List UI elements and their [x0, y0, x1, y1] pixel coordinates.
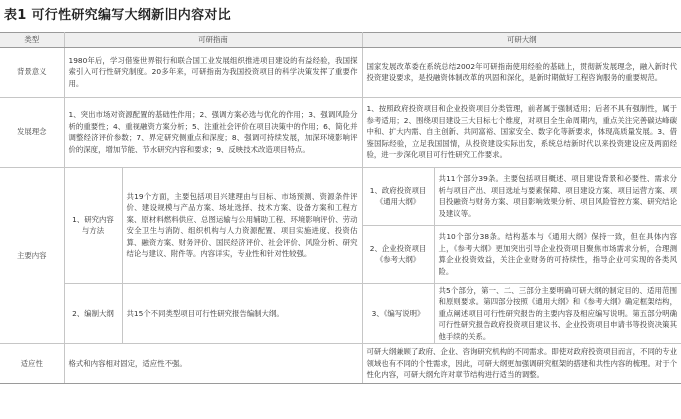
row-type-background: 背景意义 — [0, 47, 64, 97]
table-row — [0, 47, 681, 97]
outline-sub-note-label: 3、《编写说明》 — [362, 283, 434, 344]
comparison-table — [0, 32, 681, 384]
outline-sub-gov: 共11个部分39条。主要包括项目概述、项目建设背景和必要性、需求分析与项目产出、项目选址与要素保障、项目建设方案、项目运营方案、项目投融资与财务方案、项目影响效果分析、项目风险管控方案、研究结论及建议等。 — [434, 167, 681, 225]
guide-background: 1980年后，学习借鉴世界银行和联合国工业发展组织推进项目建设的有益经验，我国探索引入可行性研究制度。20多年来，可研指南为我国投资项目的科学决策发挥了重要作用。 — [64, 47, 362, 97]
guide-concept: 1、突出市场对资源配置的基础性作用；2、强调方案必选与优化的作用；3、强调风险分析的重要性；4、重视融资方案分析；5、注重社会评价在项目决策中的作用；6、简化并调整经济评价参数；7、界定研究侧重点和深度；8、强调可持续发展，加深环境影响评价的深度，增加节能、节水研究内容和要求；9、反映技术改造项目特点。 — [64, 97, 362, 167]
outline-fit: 可研大纲兼顾了政府、企业、咨询研究机构的不同需求。即使对政府投资项目而言，不同的专业领域也有不同的个性需求，因此，可研大纲更加强调研究框架的搭建和共性内容的梳理。对于个性化内容，可研大纲允许对章节结构进行适当的调整。 — [362, 344, 681, 384]
table-row — [0, 167, 681, 225]
header-row — [0, 33, 681, 48]
outline-sub-ent: 共10个部分38条。结构基本与《通用大纲》保持一致，但在具体内容上，《参考大纲》更加突出引导企业投资项目聚焦市场需求分析，合理测算企业投资效益，关注企业财务的可持续性，指导企业可实现的各类风险。 — [434, 225, 681, 283]
header-guide: 可研指南 — [64, 33, 362, 48]
row-type-main: 主要内容 — [0, 167, 64, 344]
table-row — [0, 97, 681, 167]
row-type-fit: 适应性 — [0, 344, 64, 384]
table-title: 表1 可行性研究编写大纲新旧内容对比 — [4, 8, 231, 23]
row-type-concept: 发展理念 — [0, 97, 64, 167]
outline-sub-ent-label: 2、企业投资项目《参考大纲》 — [362, 225, 434, 283]
outline-background: 国家发展改革委在系统总结2002年可研指南使用经验的基础上，贯彻新发展理念，融入新时代投资建设要求，是投融资体制改革的巩固和深化，是新时期做好工程咨询服务的重要规范。 — [362, 47, 681, 97]
guide-sub-method: 共19个方面，主要包括项目兴建理由与目标、市场预测、资源条件评价、建设规模与产品方案、场址选择、技术方案、设备方案和工程方案、原材料燃料供应、总图运输与公用辅助工程、环境影响评价、劳动安全卫生与消防、组织机构与人力资源配置、项目实施进度、投资估算、融资方案、财务评价、国民经济评价、社会评价、风险分析、研究结论与建议、附件等。内容详实，专业性和针对性较强。 — [122, 167, 362, 283]
table-row — [0, 344, 681, 384]
outline-concept: 1、按照政府投资项目和企业投资项目分类管理，前者属于强制适用；后者不具有强制性，属于参考适用；2、围绕项目建设三大目标七个维度，对项目全生命周期内，重点关注完善碳达峰碳中和、扩大内需、自主创新、共同富裕、国家安全、数字化等新要求，体现高质量发展。3、借鉴国际经验，立足我国国情，从投资建设实际出发，系统总结新时代以来投资建设应及两面经验，进一步深化项目可行性研究工作要求。 — [362, 97, 681, 167]
guide-sub-edit-label: 2、编制大纲 — [64, 283, 122, 344]
table-row — [0, 283, 681, 344]
outline-sub-gov-label: 1、政府投资项目《通用大纲》 — [362, 167, 434, 225]
guide-sub-method-label: 1、研究内容与方法 — [64, 167, 122, 283]
guide-fit: 格式和内容相对固定，适应性不强。 — [64, 344, 362, 384]
outline-sub-note: 共5个部分，第一、二、三部分主要明确可研大纲的制定目的、适用范围和原则要求。第四部分按照《通用大纲》和《参考大纲》确定框架结构，重点阐述项目可行性研究报告的主要内容及相应编写说明。第五部分明确可行性研究报告政府投资项目建议书、企业投资项目申请书等投资决策其他手续的关系。 — [434, 283, 681, 344]
header-type: 类型 — [0, 33, 64, 48]
guide-sub-edit: 共15个不同类型项目可行性研究报告编制大纲。 — [122, 283, 362, 344]
header-outline: 可研大纲 — [362, 33, 681, 48]
